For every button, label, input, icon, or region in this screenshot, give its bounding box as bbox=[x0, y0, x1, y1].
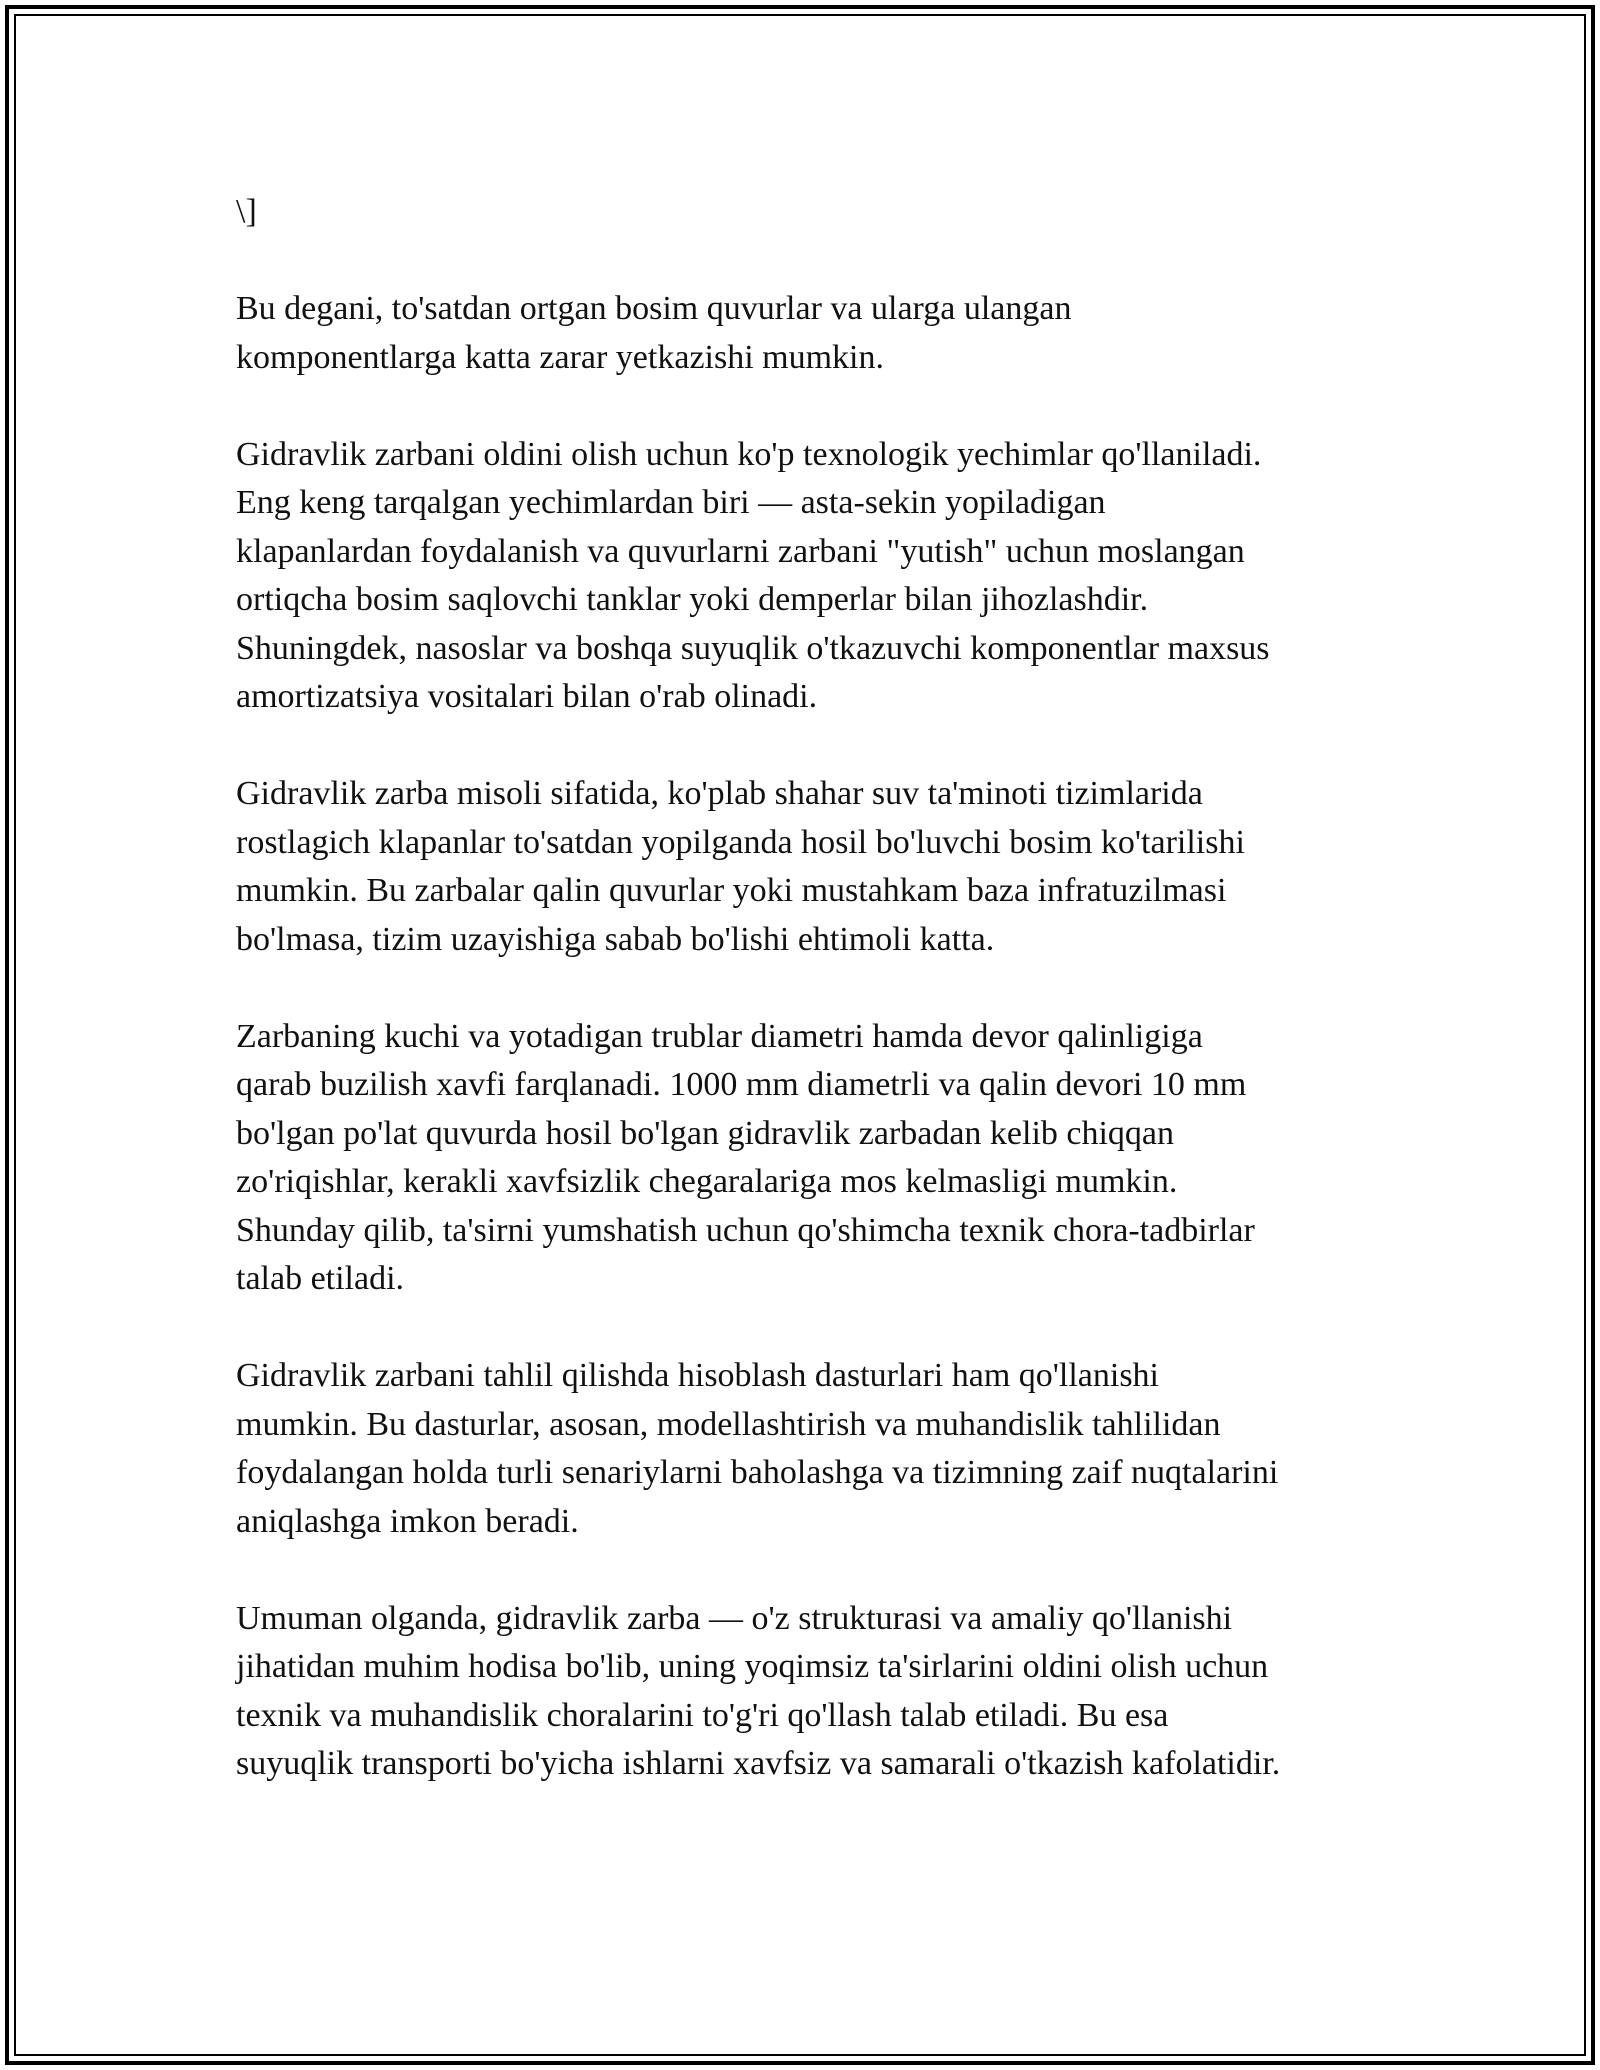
paragraph-3: Gidravlik zarba misoli sifatida, ko'plab shahar suv ta'minoti tizimlarida rostlagich klapanlar to'satdan yopilganda hosil bo'luvchi bosim ko'tarilishi mumkin. Bu zarbalar qalin quvurlar yoki mustahkam baza infratuzilmasi bo'lmasa, tizim uzayishiga sabab bo'lishi ehtimoli katta. bbox=[236, 775, 1245, 958]
paragraph-5: Gidravlik zarbani tahlil qilishda hisoblash dasturlari ham qo'llanishi mumkin. Bu dasturlar, asosan, modellashtirish va muhandislik tahlilidan foydalangan holda turli senariylarni baholashga va tizimning zaif nuqtalarini aniqlashga imkon beradi. bbox=[236, 1357, 1279, 1540]
paragraph-4: Zarbaning kuchi va yotadigan trublar diametri hamda devor qalinligiga qarab buzilish xavfi farqlanadi. 1000 mm diametrli va qalin devori 10 mm bo'lgan po'lat quvurda hosil bo'lgan gidravlik zarbadan kelib chiqqan zo'riqishlar, kerakli xavfsizlik chegaralariga mos kelmasligi mumkin. Shunday qilib, ta'sirni yumshatish uchun qo'shimcha texnik chora-tadbirlar talab etiladi. bbox=[236, 1017, 1255, 1297]
document-body bbox=[236, 188, 1386, 1837]
stray-text: \] bbox=[236, 193, 257, 230]
paragraph-2: Gidravlik zarbani oldini olish uchun ko'p texnologik yechimlar qo'llaniladi. Eng keng tarqalgan yechimlardan biri — asta-sekin yopiladigan klapanlardan foydalanish va quvurlarni zarbani "yutish" uchun moslangan ortiqcha bosim saqlovchi tanklar yoki demperlar bilan jihozlashdir. Shuningdek, nasoslar va boshqa suyuqlik o'tkazuvchi komponentlar maxsus amortizatsiya vositalari bilan o'rab olinadi. bbox=[236, 435, 1270, 715]
paragraph-1: Bu degani, to'satdan ortgan bosim quvurlar va ularga ulangan komponentlarga katta zarar yetkazishi mumkin. bbox=[236, 290, 1072, 376]
paragraph-6: Umuman olganda, gidravlik zarba — o'z strukturasi va amaliy qo'llanishi jihatidan muhim hodisa bo'lib, uning yoqimsiz ta'sirlarini oldini olish uchun texnik va muhandislik choralarini to'g'ri qo'llash talab etiladi. Bu esa suyuqlik transporti bo'yicha ishlarni xavfsiz va samarali o'tkazish kafolatidir. bbox=[236, 1599, 1281, 1782]
